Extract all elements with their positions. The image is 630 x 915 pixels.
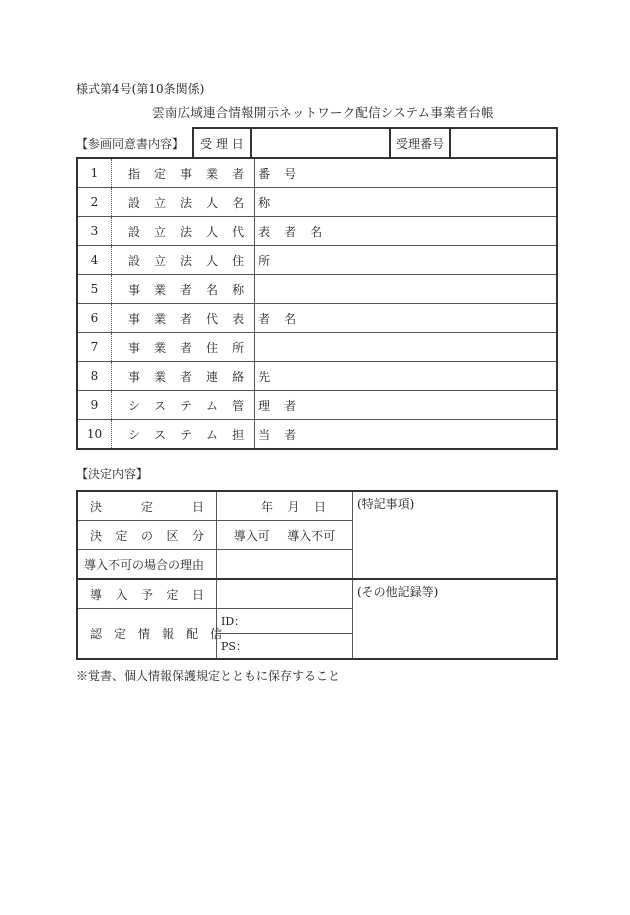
item-label: 設 立 法 人 住 所 bbox=[112, 246, 255, 275]
other-records-field[interactable] bbox=[353, 579, 558, 659]
registration-items-table bbox=[76, 157, 558, 450]
item-label: 設 立 法 人 名 称 bbox=[112, 188, 255, 217]
option-allow[interactable]: 導入可 bbox=[233, 528, 270, 543]
table-row bbox=[77, 304, 557, 333]
option-deny[interactable]: 導入不可 bbox=[287, 528, 336, 543]
item-number: 5 bbox=[77, 275, 112, 304]
decision-category-field[interactable] bbox=[217, 521, 353, 550]
item-label: 事 業 者 住 所 bbox=[112, 333, 255, 362]
item-number: 8 bbox=[77, 362, 112, 391]
day-label: 日 bbox=[313, 499, 326, 514]
item-number: 9 bbox=[77, 391, 112, 420]
planned-date-field[interactable] bbox=[217, 579, 353, 609]
receipt-date-label: 受 理 日 bbox=[193, 128, 251, 158]
item-number: 6 bbox=[77, 304, 112, 333]
item-number: 2 bbox=[77, 188, 112, 217]
special-notes-label: (特記事項) bbox=[357, 497, 415, 511]
decision-date-label: 決 定 日 bbox=[77, 491, 217, 521]
item-value-field[interactable] bbox=[255, 246, 558, 275]
table-row bbox=[77, 420, 557, 450]
consent-header-row bbox=[76, 127, 558, 159]
decision-table bbox=[76, 490, 558, 660]
item-label: 設 立 法 人 代 表 者 名 bbox=[112, 217, 255, 246]
table-row bbox=[77, 275, 557, 304]
item-number: 7 bbox=[77, 333, 112, 362]
special-notes-field[interactable] bbox=[353, 491, 558, 579]
table-row bbox=[77, 188, 557, 217]
table-row bbox=[77, 333, 557, 362]
month-label: 月 bbox=[287, 499, 300, 514]
reason-label: 導入不可の場合の理由 bbox=[77, 550, 217, 580]
item-label: シ ス テ ム 管 理 者 bbox=[112, 391, 255, 420]
item-value-field[interactable] bbox=[255, 275, 558, 304]
item-label: シ ス テ ム 担 当 者 bbox=[112, 420, 255, 450]
planned-date-label: 導 入 予 定 日 bbox=[77, 579, 217, 609]
item-label: 事 業 者 連 絡 先 bbox=[112, 362, 255, 391]
item-label: 指 定 事 業 者 番 号 bbox=[112, 158, 255, 188]
item-number: 3 bbox=[77, 217, 112, 246]
table-row bbox=[77, 158, 557, 188]
ps-field[interactable]: PS： bbox=[217, 634, 353, 660]
table-row bbox=[77, 217, 557, 246]
footnote: ※覚書、個人情報保護規定とともに保存すること bbox=[76, 669, 341, 683]
decision-category-label: 決 定 の 区 分 bbox=[77, 521, 217, 550]
auth-info-label: 認 定 情 報 配 信 bbox=[77, 609, 217, 660]
id-field[interactable]: ID： bbox=[217, 609, 353, 634]
item-number: 4 bbox=[77, 246, 112, 275]
other-records-label: (その他記録等) bbox=[357, 585, 439, 599]
year-label: 年 bbox=[261, 499, 274, 514]
reason-field[interactable] bbox=[217, 550, 353, 580]
form-number-label: 様式第4号(第10条関係) bbox=[76, 82, 205, 96]
table-row bbox=[77, 246, 557, 275]
item-label: 事 業 者 名 称 bbox=[112, 275, 255, 304]
item-number: 10 bbox=[77, 420, 112, 450]
item-value-field[interactable] bbox=[255, 362, 558, 391]
decision-section-label: 【決定内容】 bbox=[76, 467, 149, 481]
receipt-number-label: 受理番号 bbox=[390, 128, 450, 158]
document-title: 雲南広域連合情報開示ネットワーク配信システム事業者台帳 bbox=[152, 105, 494, 120]
item-label: 事 業 者 代 表 者 名 bbox=[112, 304, 255, 333]
receipt-date-field[interactable] bbox=[251, 128, 390, 158]
item-value-field[interactable] bbox=[255, 333, 558, 362]
item-value-field[interactable] bbox=[255, 188, 558, 217]
table-row bbox=[77, 362, 557, 391]
item-number: 1 bbox=[77, 158, 112, 188]
consent-section-label: 【参画同意書内容】 bbox=[76, 128, 193, 158]
table-row bbox=[77, 391, 557, 420]
decision-date-field[interactable] bbox=[217, 491, 353, 521]
receipt-number-field[interactable] bbox=[450, 128, 557, 158]
